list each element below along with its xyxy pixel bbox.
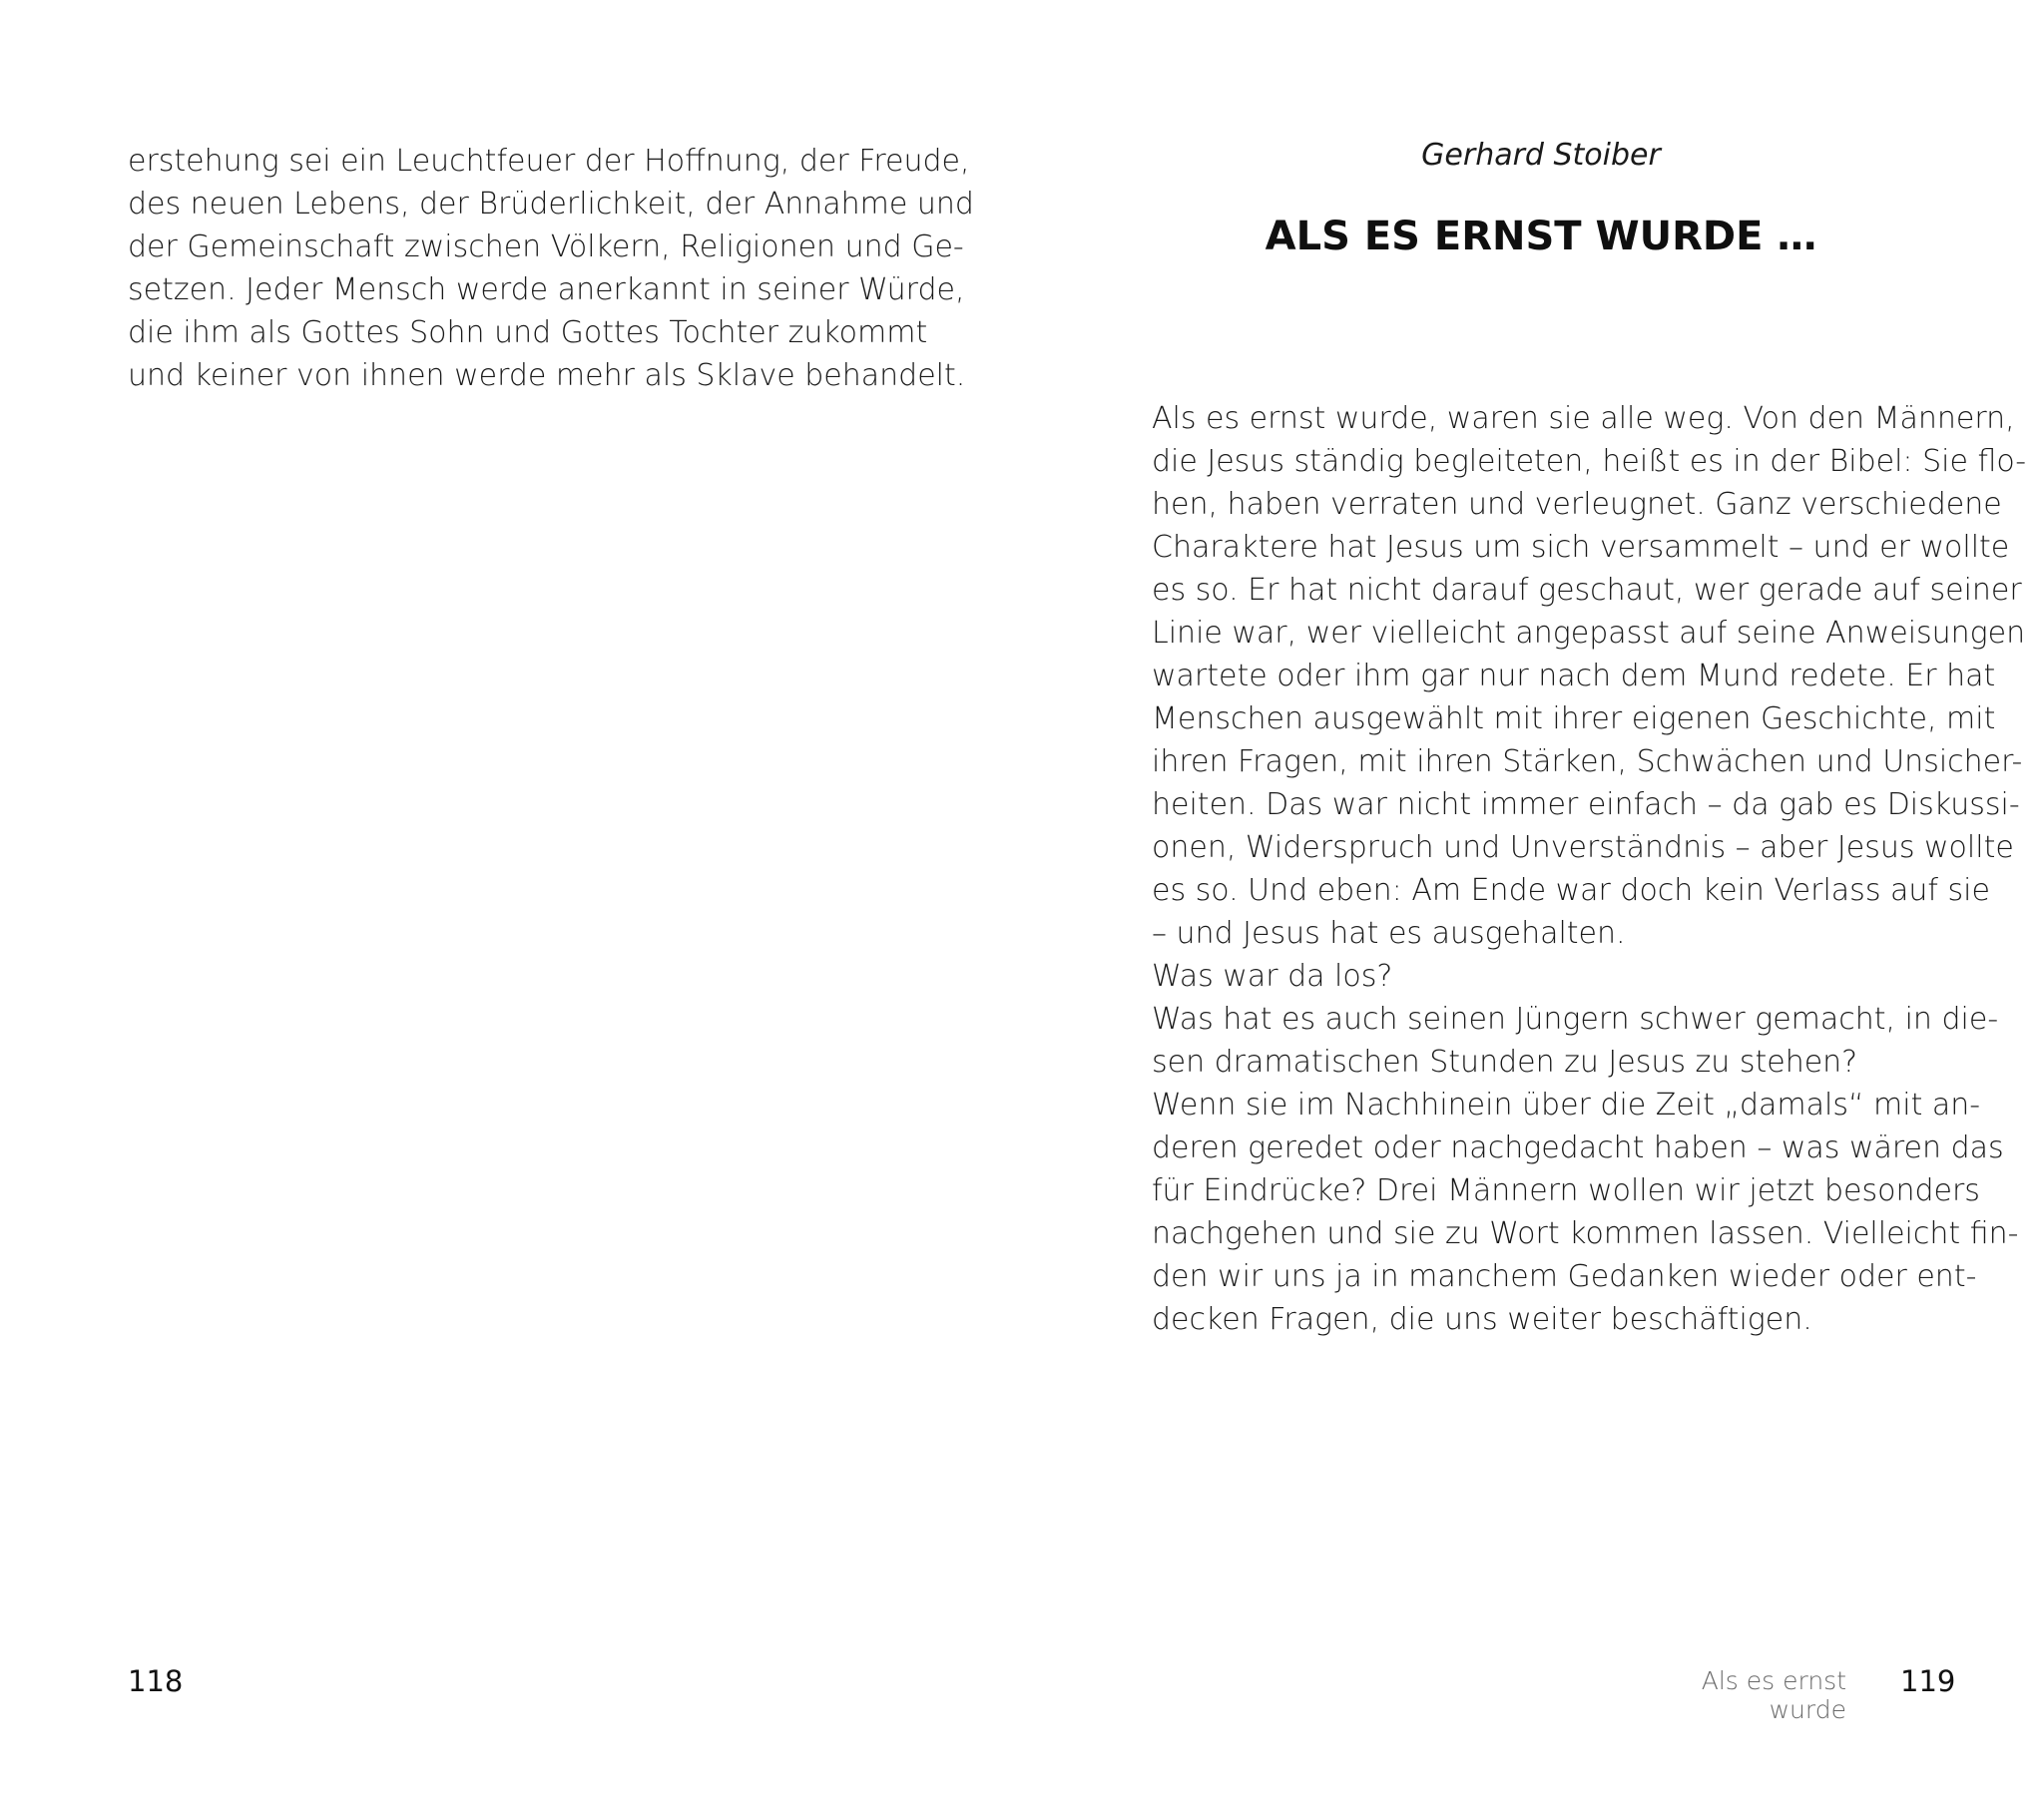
text-line: heiten. Das war nicht immer einfach – da gab es Diskussi- — [1152, 787, 2020, 822]
text-line: hen, haben verraten und verleugnet. Ganz verschiedene — [1152, 487, 2002, 522]
text-line: onen, Widerspruch und Unverständnis – aber Jesus wollte — [1152, 830, 2014, 865]
text-line: erstehung sei ein Leuchtfeuer der Hoffnung, der Freude, — [128, 144, 970, 179]
text-line: Was hat es auch seinen Jüngern schwer gemacht, in die- — [1152, 1002, 1999, 1037]
text-line: wartete oder ihm gar nur nach dem Mund redete. Er hat — [1152, 659, 1996, 693]
text-line: Wenn sie im Nachhinein über die Zeit „damals“ mit an- — [1152, 1088, 1981, 1123]
text-line: sen dramatischen Stunden zu Jesus zu stehen? — [1152, 1045, 1858, 1080]
right-page — [1022, 0, 2044, 1800]
left-page-body — [128, 140, 974, 397]
text-line: für Eindrücke? Drei Männern wollen wir jetzt besonders — [1152, 1173, 1980, 1208]
text-line: es so. Er hat nicht darauf geschaut, wer gerade auf seiner — [1152, 573, 2022, 608]
chapter-title: ALS ES ERNST WURDE … — [1265, 214, 1817, 259]
text-line: es so. Und eben: Am Ende war doch kein Verlass auf sie — [1152, 873, 1990, 908]
text-line: die ihm als Gottes Sohn und Gottes Tochter zukommt — [128, 315, 928, 350]
text-line: Charaktere hat Jesus um sich versammelt – und er wollte — [1152, 530, 2010, 565]
text-line: deren geredet oder nachgedacht haben – was wären das — [1152, 1130, 2004, 1165]
page-number-left: 118 — [128, 1664, 184, 1698]
text-line: der Gemeinschaft zwischen Völkern, Religionen und Ge- — [128, 229, 964, 264]
text-line: – und Jesus hat es ausgehalten. — [1152, 916, 1626, 951]
text-line: Was war da los? — [1152, 959, 1393, 994]
running-head: Als es ernst wurde — [1701, 1666, 1846, 1724]
text-line: den wir uns ja in manchem Gedanken wieder oder ent- — [1152, 1259, 1977, 1294]
page-number-right: 119 — [1900, 1664, 1956, 1698]
text-line: ihren Fragen, mit ihren Stärken, Schwächen und Unsicher- — [1152, 744, 2023, 779]
text-line: setzen. Jeder Mensch werde anerkannt in seiner Würde, — [128, 272, 965, 307]
text-line: und keiner von ihnen werde mehr als Sklave behandelt. — [128, 358, 966, 393]
text-line: des neuen Lebens, der Brüderlichkeit, der Annahme und — [128, 187, 974, 222]
text-line: decken Fragen, die uns weiter beschäftigen. — [1152, 1302, 1812, 1337]
text-line: Als es ernst wurde, waren sie alle weg. Von den Männern, — [1152, 401, 2015, 436]
text-line: Menschen ausgewählt mit ihrer eigenen Geschichte, mit — [1152, 701, 1996, 736]
author-name: Gerhard Stoiber — [1421, 138, 1661, 173]
text-line: Linie war, wer vielleicht angepasst auf seine Anweisungen — [1152, 616, 2026, 651]
text-line: die Jesus ständig begleiteten, heißt es in der Bibel: Sie flo- — [1152, 444, 2027, 479]
text-line: nachgehen und sie zu Wort kommen lassen. Vielleicht fin- — [1152, 1216, 2019, 1251]
right-page-body — [1152, 397, 2027, 1341]
